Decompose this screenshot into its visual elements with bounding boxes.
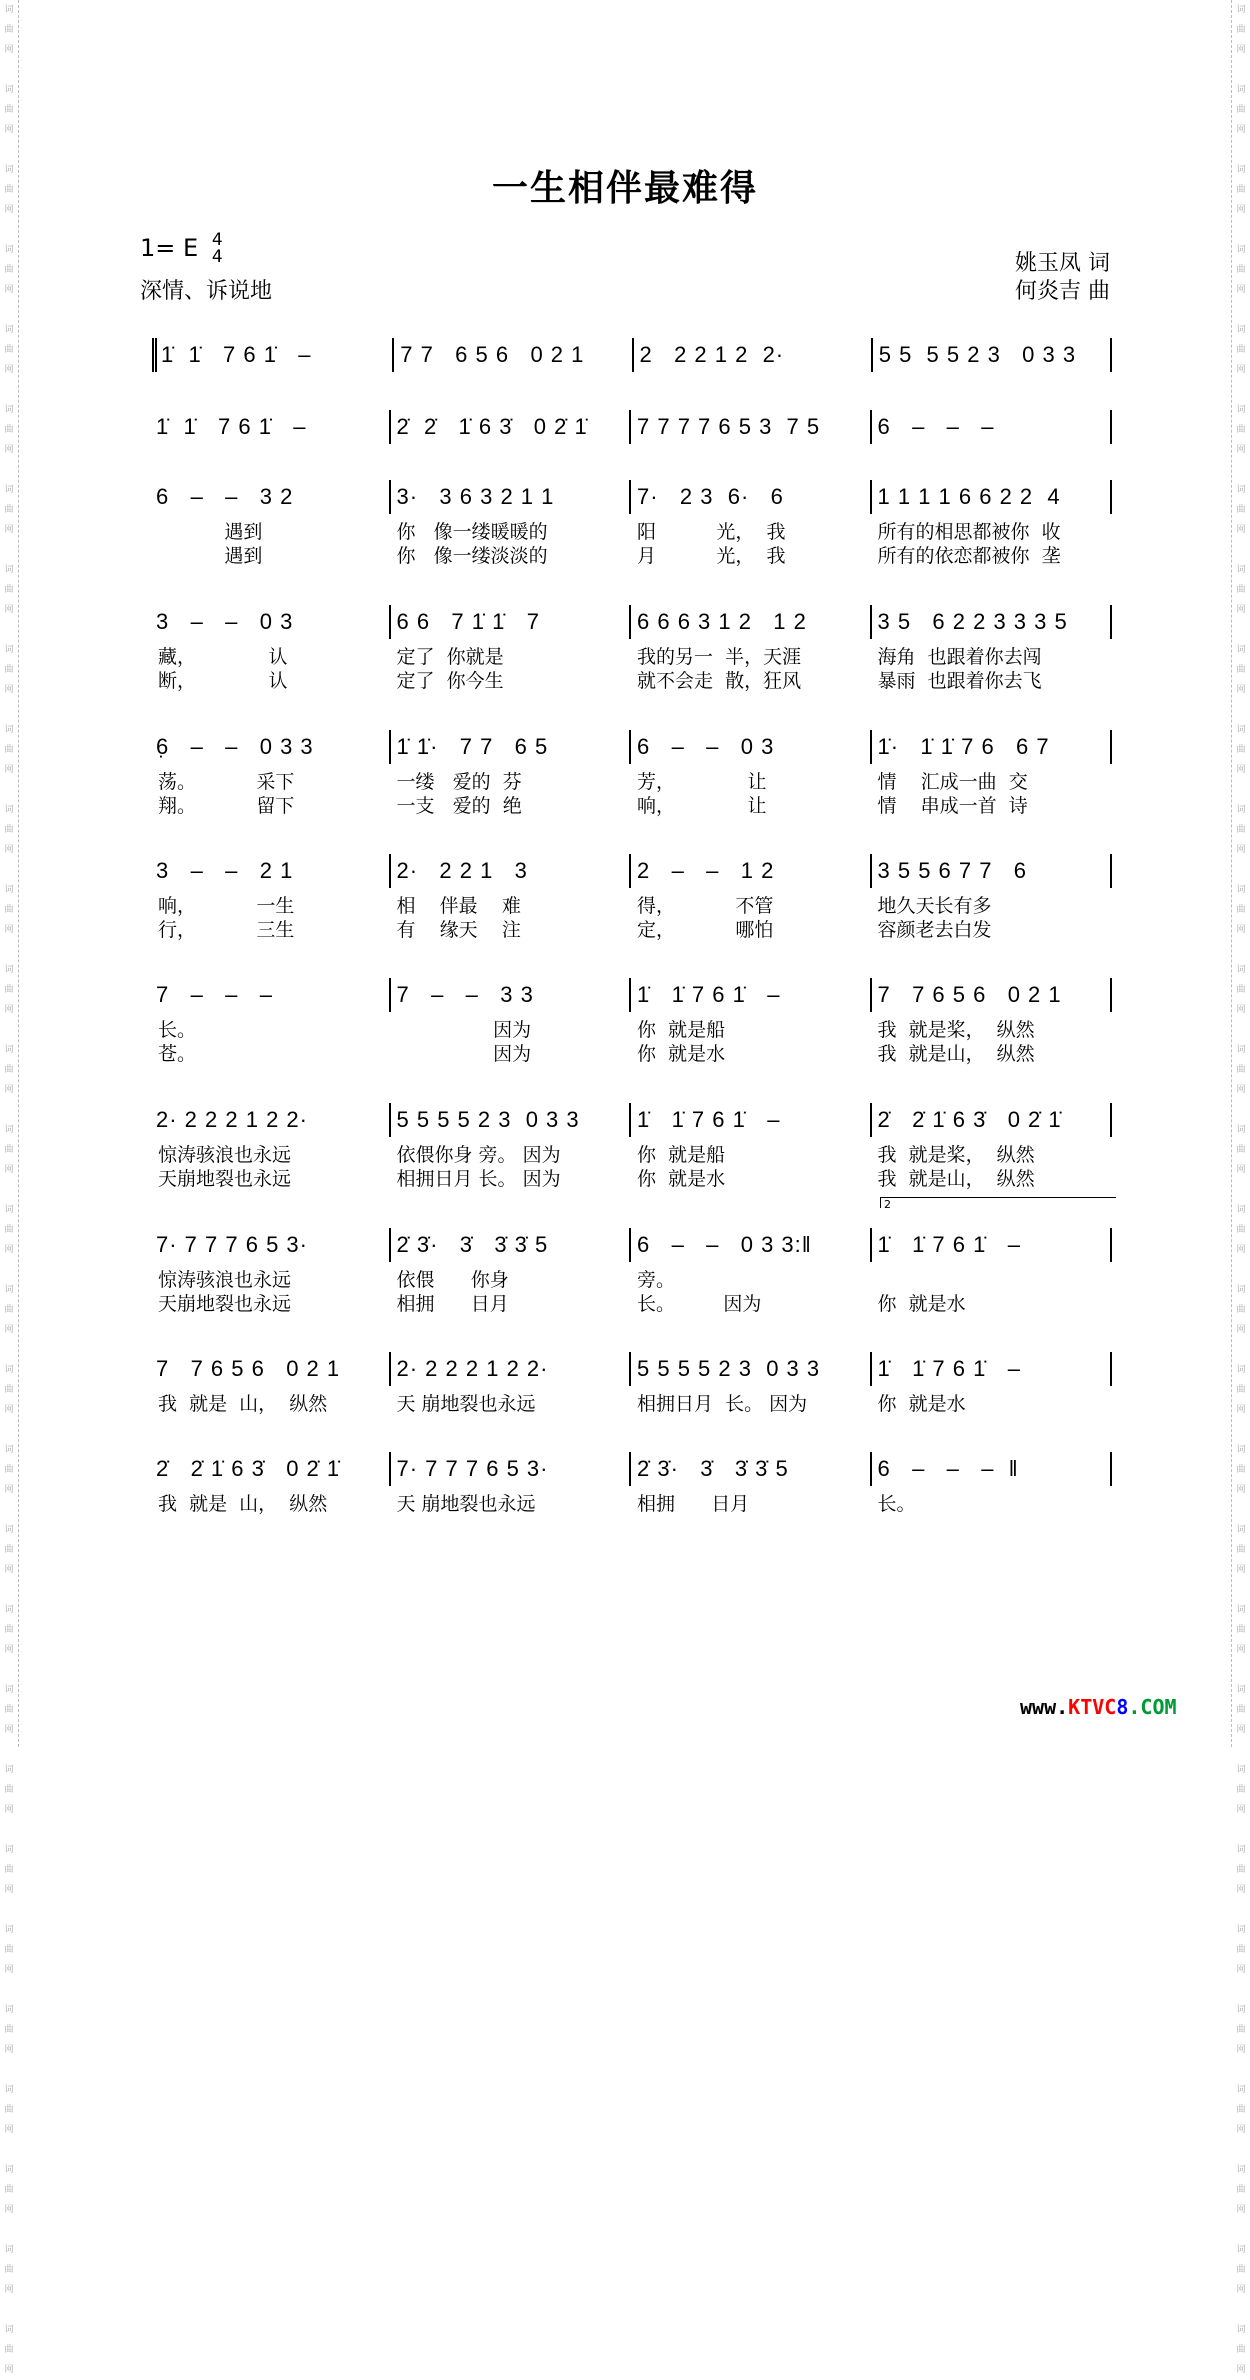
lyric-verse-1: 我 就是 山， 纵然 <box>158 1393 328 1415</box>
tempo-marking: 深情、诉说地 <box>140 279 273 304</box>
measure <box>391 410 632 444</box>
lyric-verse-2: 定， 哪怕 <box>637 919 774 941</box>
lyric-verse-2: 行， 三生 <box>158 919 295 941</box>
measure <box>631 730 872 817</box>
measure-notes: 1̇· 1̇ 1̇ 7 6 6 7 <box>877 734 1050 759</box>
lyric-verse-1: 定了 你就是 <box>396 646 504 668</box>
measure-notes: 2̇ 2̇ 1̇ 6 3̇ 0 2̇ 1̇ <box>877 1107 1062 1132</box>
measure <box>152 480 391 567</box>
measure <box>152 1103 391 1190</box>
measure <box>872 978 1113 1065</box>
lyric-verse-1: 得， 不管 <box>637 895 774 917</box>
lyric-verse-1: 我 就是 山， 纵然 <box>158 1493 328 1515</box>
measure-notes: 6 – – – <box>877 414 995 439</box>
lyric-verse-1: 长。 <box>877 1493 916 1515</box>
measure-notes: 7· 7 7 7 6 5 3· <box>156 1232 308 1257</box>
lyric-verse-1: 你 就是水 <box>877 1393 966 1415</box>
lyric-verse-1: 你 像一缕暖暖的 <box>396 521 548 543</box>
measure-notes: 1̇ 1̇ 7 6 1̇ – <box>156 414 307 439</box>
measure <box>872 605 1113 692</box>
lyric-verse-1: 我的另一 半，天涯 <box>637 646 802 668</box>
measure <box>872 1352 1113 1415</box>
measure-notes: 2̇ 2̇ 1̇ 6 3̇ 0 2̇ 1̇ <box>396 414 588 439</box>
lyric-verse-2: 因为 <box>396 1043 532 1065</box>
measure <box>634 338 873 372</box>
measure <box>631 1452 872 1515</box>
measure <box>152 1452 391 1515</box>
composer: 何炎吉 曲 <box>1015 279 1110 304</box>
measure-notes: 6 6 6 3 1 2 1 2 <box>637 609 807 634</box>
lyric-verse-2: 相拥 日月 <box>396 1293 509 1315</box>
lyric-verse-1: 旁。 <box>637 1269 676 1291</box>
left-watermark-strip: 词 曲 网 词 曲 网 词 曲 网 词 曲 网 词 曲 网 词 曲 网 词 曲 网 词 曲 网 词 曲 网 词 曲 网 词 曲 网 词 曲 网 词 曲 网 词 曲 网 词 曲 网 词 曲 网 词 曲 网 词 曲 网 词 曲 网 词 曲 网 词 曲 网 词 曲 网 词 曲 网 词 曲 网 词 曲 网 词 曲 网 词 曲 网 词 曲 网 词 曲 网 词 曲 网 <box>0 0 19 1747</box>
measure-notes: 2̇ 3̇· 3̇ 3̇ 3̇ 5 <box>637 1456 789 1481</box>
lyric-verse-2: 你 就是水 <box>877 1293 966 1315</box>
measure-notes: 5 5 5 5 2 3 0 3 3 <box>637 1356 821 1381</box>
lyric-verse-2: 定了 你今生 <box>396 670 504 692</box>
measure-notes: 5 5 5 5 2 3 0 3 3 <box>396 1107 580 1132</box>
lyric-verse-2: 有 缘天 注 <box>396 919 521 941</box>
measure <box>391 1103 632 1190</box>
lyric-verse-2: 所有的依恋都被你 垄 <box>877 545 1061 567</box>
measure <box>872 854 1113 941</box>
measure <box>631 1228 872 1315</box>
staff-row <box>152 410 1112 444</box>
measure <box>391 480 632 567</box>
lyric-verse-1: 惊涛骇浪也永远 <box>158 1269 292 1291</box>
measure-notes: 1̇ 1̇ 7 6 1̇ – <box>161 342 312 367</box>
measure-notes: 3· 3 6 3 2 1 1 <box>396 484 555 509</box>
measure-notes: 7 7 6 5 6 0 2 1 <box>877 982 1062 1007</box>
lyric-verse-1: 我 就是桨， 纵然 <box>877 1144 1035 1166</box>
measure-notes: 1̇ 1̇ 7 6 1̇ – <box>637 1107 781 1132</box>
lyric-verse-1: 荡。 采下 <box>158 771 295 793</box>
measure <box>152 730 391 817</box>
staff-row <box>152 1452 1112 1515</box>
measure-notes: 3 5 5 6 7 7 6 <box>877 858 1028 883</box>
measure <box>152 1352 391 1415</box>
lyric-verse-1: 响， 一生 <box>158 895 295 917</box>
lyric-verse-1: 你 就是船 <box>637 1144 726 1166</box>
lyric-verse-2: 情 串成一首 诗 <box>877 795 1028 817</box>
lyric-verse-1: 你 就是船 <box>637 1019 726 1041</box>
lyric-verse-2: 天崩地裂也永远 <box>158 1293 292 1315</box>
lyric-verse-2: 你 就是水 <box>637 1043 726 1065</box>
right-watermark-strip: 词 曲 网 词 曲 网 词 曲 网 词 曲 网 词 曲 网 词 曲 网 词 曲 网 词 曲 网 词 曲 网 词 曲 网 词 曲 网 词 曲 网 词 曲 网 词 曲 网 词 曲 网 词 曲 网 词 曲 网 词 曲 网 词 曲 网 词 曲 网 词 曲 网 词 曲 网 词 曲 网 词 曲 网 词 曲 网 词 曲 网 词 曲 网 词 曲 网 词 曲 网 词 曲 网 <box>1231 0 1250 1747</box>
measure-notes: 2 2 2 1 2 2· <box>639 342 785 367</box>
lyric-verse-2: 容颜老去白发 <box>877 919 992 941</box>
lyricist: 姚玉凤 词 <box>1015 251 1110 276</box>
measure-notes: 2 – – 1 2 <box>637 858 775 883</box>
measure-notes: 2̇ 3̇· 3̇ 3̇ 3̇ 5 <box>396 1232 549 1257</box>
lyric-verse-2: 响， 让 <box>637 795 767 817</box>
time-signature <box>212 232 223 266</box>
lyric-verse-2: 暴雨 也跟着你去飞 <box>877 670 1042 692</box>
measure <box>631 480 872 567</box>
website-logo <box>1020 1695 1177 1719</box>
lyric-verse-1: 相拥日月 长。 因为 <box>637 1393 808 1415</box>
measure-notes: 2· 2 2 1 3 <box>396 858 528 883</box>
lyric-verse-1: 芳， 让 <box>637 771 767 793</box>
measure-notes: 7 7 6 5 6 0 2 1 <box>156 1356 341 1381</box>
measure <box>872 730 1113 817</box>
staff-row <box>152 605 1112 692</box>
lyric-verse-1: 天 崩地裂也永远 <box>396 1493 536 1515</box>
measure <box>152 605 391 692</box>
staff-row <box>152 338 1112 372</box>
lyric-verse-2: 遇到 <box>158 545 263 567</box>
measure-notes: 7· 7 7 7 6 5 3· <box>396 1456 549 1481</box>
lyric-verse-1: 相 伴最 难 <box>396 895 521 917</box>
lyric-verse-1: 海角 也跟着你去闯 <box>877 646 1042 668</box>
measure-notes: 7 7 6 5 6 0 2 1 <box>400 342 585 367</box>
staff-row <box>152 480 1112 567</box>
lyric-verse-1: 惊涛骇浪也永远 <box>158 1144 292 1166</box>
time-sig-bottom: 4 <box>211 247 223 267</box>
staff-row <box>152 1228 1112 1315</box>
measure <box>631 410 872 444</box>
measure <box>873 338 1112 372</box>
measure <box>391 1452 632 1515</box>
measure <box>631 605 872 692</box>
lyric-verse-2: 苍。 <box>158 1043 197 1065</box>
measure-notes: 6 – – 0 3 <box>637 734 775 759</box>
logo-com: .COM <box>1128 1695 1177 1719</box>
measure-notes: 1 1 1 1 6 6 2 2 4 <box>877 484 1061 509</box>
measure-notes: 1̇ 1̇· 7 7 6 5 <box>396 734 549 759</box>
measure <box>152 854 391 941</box>
measure <box>391 854 632 941</box>
measure <box>152 1228 391 1315</box>
measure <box>872 410 1113 444</box>
lyric-verse-1: 因为 <box>396 1019 532 1041</box>
staff-row <box>152 730 1112 817</box>
measure-notes: 3 – – 0 3 <box>156 609 294 634</box>
measure <box>631 1352 872 1415</box>
measure-notes: 6 6 7 1̇ 1̇ 7 <box>396 609 540 634</box>
measure-notes: 2· 2 2 2 1 2 2· <box>156 1107 308 1132</box>
key-signature <box>140 232 223 266</box>
measure <box>391 978 632 1065</box>
lyric-verse-1: 阳 光， 我 <box>637 521 786 543</box>
lyric-verse-2: 断， 认 <box>158 670 288 692</box>
measure-notes: 6̣ – – 0 3 3 <box>156 734 314 759</box>
time-sig-top: 4 <box>211 230 223 250</box>
measure <box>391 730 632 817</box>
lyric-verse-1: 依偎 你身 <box>396 1269 509 1291</box>
logo-brand: KTVC <box>1068 1695 1117 1719</box>
measure-notes: 1̇ 1̇ 7 6 1̇ – <box>877 1232 1021 1257</box>
measure-notes: 3 – – 2 1 <box>156 858 294 883</box>
measure-notes: 5 5 5 5 2 3 0 3 3 <box>878 342 1077 367</box>
lyric-verse-1: 藏， 认 <box>158 646 288 668</box>
lyric-verse-1: 所有的相思都被你 收 <box>877 521 1061 543</box>
staff-row <box>152 1103 1112 1190</box>
measure <box>394 338 633 372</box>
lyric-verse-1: 地久天长有多 <box>877 895 992 917</box>
logo-www: www. <box>1020 1695 1069 1719</box>
measure <box>631 1103 872 1190</box>
measure <box>872 1103 1113 1190</box>
volta-bracket: 2 <box>880 1197 1116 1208</box>
measure <box>152 410 391 444</box>
measure <box>872 1452 1113 1515</box>
lyric-verse-1: 一缕 爱的 芬 <box>396 771 522 793</box>
measure-notes: 7 7 7 7 6 5 3 7 5 <box>637 414 821 439</box>
lyric-verse-2: 我 就是山， 纵然 <box>877 1043 1035 1065</box>
measure-notes: 7· 2 3 6· 6 <box>637 484 784 509</box>
measure <box>872 1228 1113 1315</box>
lyric-verse-2: 天崩地裂也永远 <box>158 1168 292 1190</box>
measure-notes: 6 – – – ‖ <box>877 1456 1019 1481</box>
measure <box>391 1228 632 1315</box>
credits <box>1015 250 1110 306</box>
staff-row <box>152 1352 1112 1415</box>
lyric-verse-2: 我 就是山， 纵然 <box>877 1168 1035 1190</box>
measure-notes: 1̇ 1̇ 7 6 1̇ – <box>877 1356 1021 1381</box>
measure-notes: 6 – – 0 3 3:‖ <box>637 1232 812 1257</box>
lyric-verse-1: 天 崩地裂也永远 <box>396 1393 536 1415</box>
lyric-verse-2: 长。 因为 <box>637 1293 762 1315</box>
measure <box>391 605 632 692</box>
measure-notes: 3 5 6 2 2 3 3 3 5 <box>877 609 1068 634</box>
measure <box>631 854 872 941</box>
lyric-verse-2: 你 像一缕淡淡的 <box>396 545 548 567</box>
lyric-verse-2: 你 就是水 <box>637 1168 726 1190</box>
lyric-verse-1: 相拥 日月 <box>637 1493 750 1515</box>
measure <box>152 338 394 372</box>
lyric-verse-1: 长。 <box>158 1019 197 1041</box>
lyric-verse-2: 就不会走 散，狂风 <box>637 670 802 692</box>
lyric-verse-2: 相拥日月 长。 因为 <box>396 1168 561 1190</box>
measure-notes: 2̇ 2̇ 1̇ 6 3̇ 0 2̇ 1̇ <box>156 1456 341 1481</box>
measure-notes: 6 – – 3 2 <box>156 484 294 509</box>
measure <box>391 1352 632 1415</box>
staff-row <box>152 978 1112 1065</box>
measure-notes: 1̇ 1̇ 7 6 1̇ – <box>637 982 781 1007</box>
key-label: 1= E <box>140 234 199 262</box>
measure-notes: 7 – – 3 3 <box>396 982 534 1007</box>
measure <box>631 978 872 1065</box>
logo-eight: 8 <box>1116 1695 1129 1719</box>
song-title: 一生相伴最难得 <box>491 168 758 209</box>
measure-notes: 7 – – – <box>156 982 273 1007</box>
lyric-verse-2: 一支 爱的 绝 <box>396 795 522 817</box>
lyric-verse-1: 我 就是桨， 纵然 <box>877 1019 1035 1041</box>
lyric-verse-1: 依偎你身 旁。 因为 <box>396 1144 561 1166</box>
measure <box>872 480 1113 567</box>
lyric-verse-2: 月 光， 我 <box>637 545 786 567</box>
staff-row <box>152 854 1112 941</box>
measure <box>152 978 391 1065</box>
lyric-verse-1: 情 汇成一曲 交 <box>877 771 1028 793</box>
lyric-verse-1: 遇到 <box>158 521 263 543</box>
lyric-verse-2: 翔。 留下 <box>158 795 295 817</box>
measure-notes: 2· 2 2 2 1 2 2· <box>396 1356 549 1381</box>
